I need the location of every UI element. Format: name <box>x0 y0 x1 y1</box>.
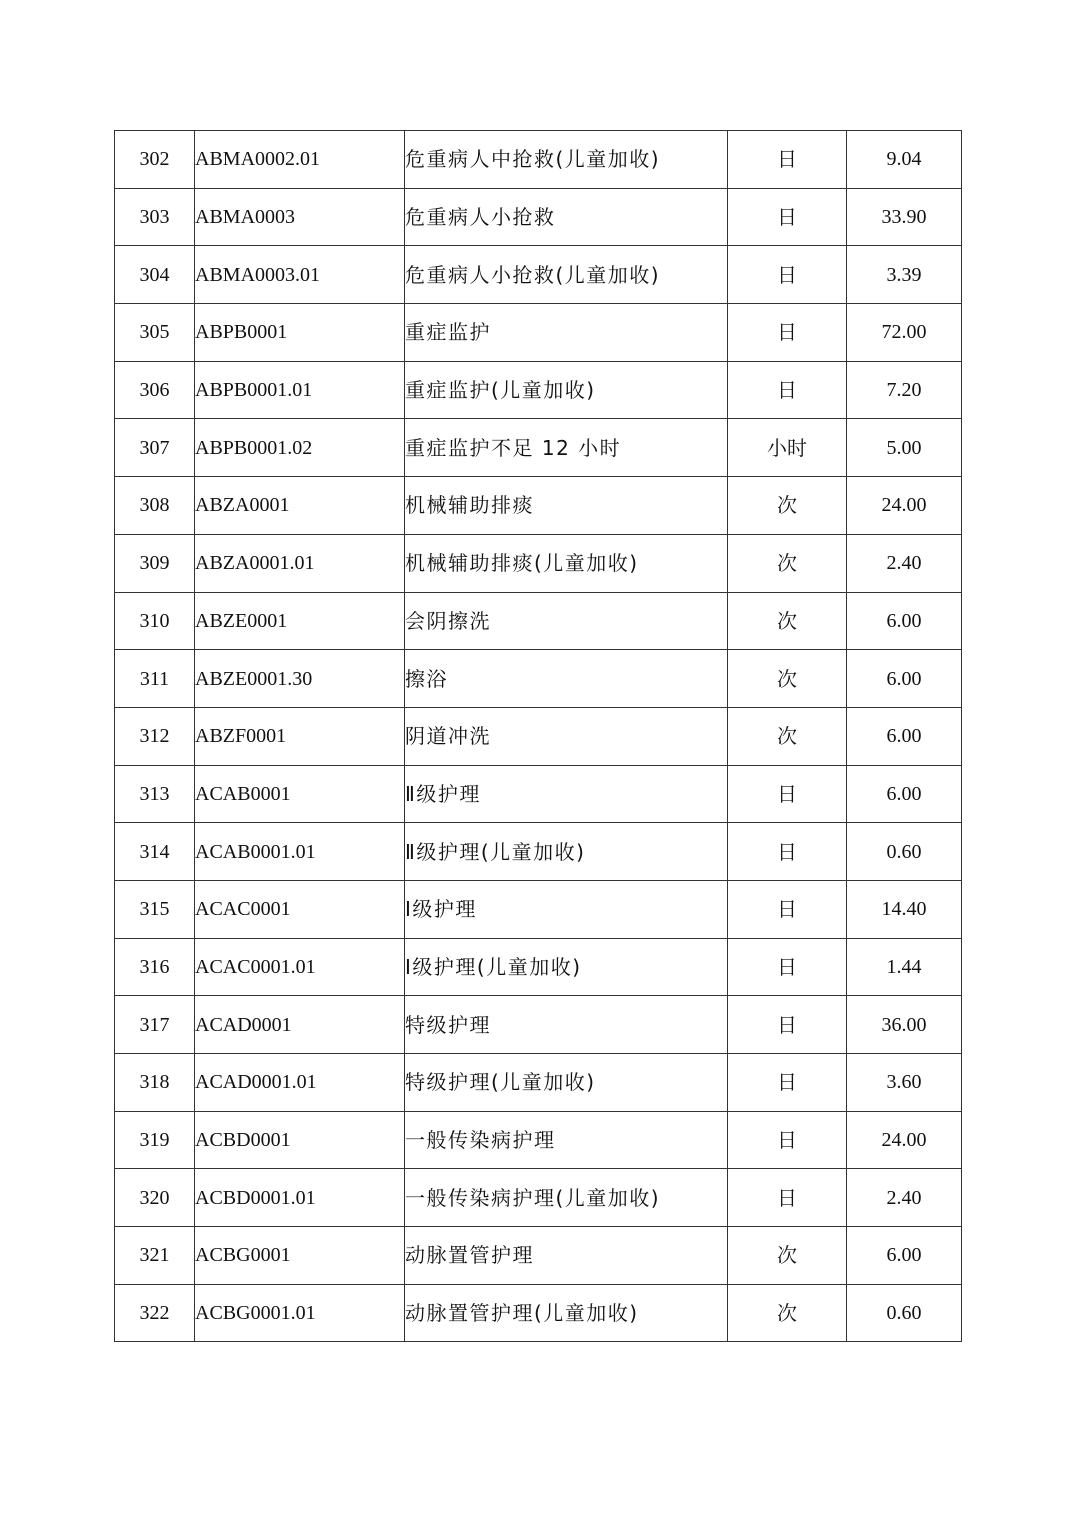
unit-cell: 日 <box>728 1111 847 1169</box>
item-code-cell: ABPB0001 <box>195 304 405 362</box>
row-number-cell: 311 <box>115 650 195 708</box>
price-cell: 0.60 <box>847 823 962 881</box>
item-code-cell: ABMA0002.01 <box>195 131 405 189</box>
item-code-cell: ABMA0003.01 <box>195 246 405 304</box>
row-number-cell: 303 <box>115 188 195 246</box>
table-row <box>115 765 962 823</box>
item-code-cell: ABZE0001 <box>195 592 405 650</box>
table-row <box>115 477 962 535</box>
row-number-cell: 317 <box>115 996 195 1054</box>
row-number-cell: 318 <box>115 1054 195 1112</box>
item-name-cell: 一般传染病护理(儿童加收) <box>405 1169 728 1227</box>
item-name-cell: 阴道冲洗 <box>405 707 728 765</box>
unit-cell: 日 <box>728 361 847 419</box>
item-code-cell: ACBG0001.01 <box>195 1284 405 1342</box>
item-name-cell: 重症监护不足 12 小时 <box>405 419 728 477</box>
row-number-cell: 315 <box>115 880 195 938</box>
item-name-cell: 特级护理(儿童加收) <box>405 1054 728 1112</box>
table-row <box>115 996 962 1054</box>
unit-cell: 小时 <box>728 419 847 477</box>
table-row <box>115 880 962 938</box>
price-cell: 0.60 <box>847 1284 962 1342</box>
table-row <box>115 1111 962 1169</box>
unit-cell: 日 <box>728 1169 847 1227</box>
table-row <box>115 1227 962 1285</box>
item-code-cell: ABMA0003 <box>195 188 405 246</box>
item-code-cell: ACAD0001.01 <box>195 1054 405 1112</box>
row-number-cell: 313 <box>115 765 195 823</box>
table-row <box>115 592 962 650</box>
price-cell: 3.60 <box>847 1054 962 1112</box>
item-name-cell: 擦浴 <box>405 650 728 708</box>
item-name-cell: 重症监护(儿童加收) <box>405 361 728 419</box>
price-cell: 6.00 <box>847 650 962 708</box>
item-name-cell: Ⅰ级护理(儿童加收) <box>405 938 728 996</box>
unit-cell: 日 <box>728 1054 847 1112</box>
unit-cell: 日 <box>728 880 847 938</box>
item-name-cell: 机械辅助排痰(儿童加收) <box>405 534 728 592</box>
row-number-cell: 308 <box>115 477 195 535</box>
price-cell: 36.00 <box>847 996 962 1054</box>
row-number-cell: 312 <box>115 707 195 765</box>
item-code-cell: ACAB0001 <box>195 765 405 823</box>
unit-cell: 日 <box>728 246 847 304</box>
unit-cell: 日 <box>728 765 847 823</box>
item-code-cell: ABZE0001.30 <box>195 650 405 708</box>
unit-cell: 次 <box>728 650 847 708</box>
table-row <box>115 188 962 246</box>
price-cell: 33.90 <box>847 188 962 246</box>
price-cell: 24.00 <box>847 477 962 535</box>
table-row <box>115 1169 962 1227</box>
item-name-cell: 重症监护 <box>405 304 728 362</box>
item-code-cell: ABZF0001 <box>195 707 405 765</box>
item-name-cell: Ⅱ级护理(儿童加收) <box>405 823 728 881</box>
row-number-cell: 320 <box>115 1169 195 1227</box>
table-row <box>115 534 962 592</box>
row-number-cell: 310 <box>115 592 195 650</box>
price-cell: 6.00 <box>847 592 962 650</box>
item-name-cell: 机械辅助排痰 <box>405 477 728 535</box>
row-number-cell: 309 <box>115 534 195 592</box>
item-code-cell: ABPB0001.01 <box>195 361 405 419</box>
item-code-cell: ACAD0001 <box>195 996 405 1054</box>
price-cell: 3.39 <box>847 246 962 304</box>
unit-cell: 次 <box>728 534 847 592</box>
unit-cell: 次 <box>728 707 847 765</box>
unit-cell: 次 <box>728 1227 847 1285</box>
price-cell: 24.00 <box>847 1111 962 1169</box>
price-cell: 14.40 <box>847 880 962 938</box>
price-cell: 6.00 <box>847 1227 962 1285</box>
price-cell: 2.40 <box>847 1169 962 1227</box>
unit-cell: 日 <box>728 131 847 189</box>
price-cell: 6.00 <box>847 707 962 765</box>
item-name-cell: 会阴擦洗 <box>405 592 728 650</box>
table-row <box>115 650 962 708</box>
table-row <box>115 246 962 304</box>
item-name-cell: 动脉置管护理(儿童加收) <box>405 1284 728 1342</box>
item-code-cell: ACBG0001 <box>195 1227 405 1285</box>
row-number-cell: 302 <box>115 131 195 189</box>
row-number-cell: 314 <box>115 823 195 881</box>
row-number-cell: 322 <box>115 1284 195 1342</box>
table-row <box>115 361 962 419</box>
fee-table <box>114 130 962 1342</box>
unit-cell: 日 <box>728 996 847 1054</box>
item-name-cell: 危重病人小抢救(儿童加收) <box>405 246 728 304</box>
item-name-cell: 危重病人小抢救 <box>405 188 728 246</box>
row-number-cell: 319 <box>115 1111 195 1169</box>
item-code-cell: ACAB0001.01 <box>195 823 405 881</box>
item-name-cell: 危重病人中抢救(儿童加收) <box>405 131 728 189</box>
table-row <box>115 707 962 765</box>
table-row <box>115 1054 962 1112</box>
item-code-cell: ACBD0001 <box>195 1111 405 1169</box>
item-name-cell: 特级护理 <box>405 996 728 1054</box>
price-cell: 6.00 <box>847 765 962 823</box>
table-row <box>115 419 962 477</box>
table-row <box>115 938 962 996</box>
table-row <box>115 131 962 189</box>
row-number-cell: 306 <box>115 361 195 419</box>
unit-cell: 次 <box>728 477 847 535</box>
row-number-cell: 304 <box>115 246 195 304</box>
price-cell: 7.20 <box>847 361 962 419</box>
unit-cell: 日 <box>728 938 847 996</box>
unit-cell: 日 <box>728 823 847 881</box>
item-name-cell: 动脉置管护理 <box>405 1227 728 1285</box>
unit-cell: 次 <box>728 1284 847 1342</box>
item-code-cell: ABPB0001.02 <box>195 419 405 477</box>
table-row <box>115 1284 962 1342</box>
row-number-cell: 307 <box>115 419 195 477</box>
item-name-cell: 一般传染病护理 <box>405 1111 728 1169</box>
unit-cell: 日 <box>728 304 847 362</box>
table-body <box>115 131 962 1342</box>
item-code-cell: ABZA0001.01 <box>195 534 405 592</box>
item-name-cell: Ⅱ级护理 <box>405 765 728 823</box>
price-cell: 1.44 <box>847 938 962 996</box>
price-cell: 72.00 <box>847 304 962 362</box>
price-cell: 5.00 <box>847 419 962 477</box>
item-code-cell: ACAC0001.01 <box>195 938 405 996</box>
item-code-cell: ACBD0001.01 <box>195 1169 405 1227</box>
row-number-cell: 316 <box>115 938 195 996</box>
price-cell: 2.40 <box>847 534 962 592</box>
table-row <box>115 304 962 362</box>
item-code-cell: ABZA0001 <box>195 477 405 535</box>
item-name-cell: Ⅰ级护理 <box>405 880 728 938</box>
unit-cell: 日 <box>728 188 847 246</box>
unit-cell: 次 <box>728 592 847 650</box>
row-number-cell: 321 <box>115 1227 195 1285</box>
item-code-cell: ACAC0001 <box>195 880 405 938</box>
price-cell: 9.04 <box>847 131 962 189</box>
table-row <box>115 823 962 881</box>
row-number-cell: 305 <box>115 304 195 362</box>
